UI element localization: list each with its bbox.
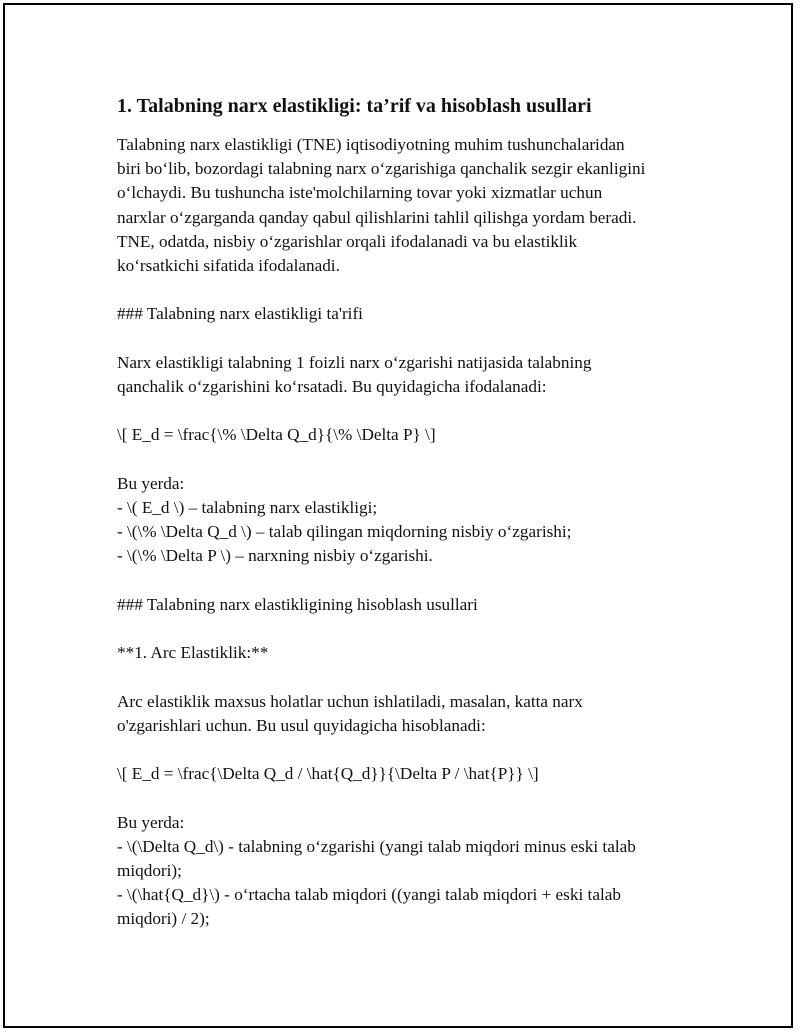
list-item: - \( E_d \) – talabning narx elastikligi; — [117, 497, 378, 517]
subheading-definition — [117, 302, 697, 326]
list-item-continuation: miqdori); — [117, 860, 182, 880]
text-line: Narx elastikligi talabning 1 foizli narx o‘zgarishi natijasida talabning — [117, 352, 592, 372]
text-line: TNE, odatda, nisbiy o‘zgarishlar orqali ifodalanadi va bu elastiklik — [117, 231, 578, 251]
subheading-arc — [117, 641, 697, 665]
text-line: narxlar o‘zgarganda qanday qabul qilishlarini tahlil qilishga yordam beradi. — [117, 207, 637, 227]
definition-paragraph — [117, 351, 697, 399]
text-line: o'zgarishlari uchun. Bu usul quyidagicha hisoblanadi: — [117, 715, 486, 735]
text-line: Talabning narx elastikligi (TNE) iqtisodiyotning muhim tushunchalaridan — [117, 135, 625, 154]
arc-paragraph — [117, 690, 697, 738]
list-item: - \(\% \Delta Q_d \) – talab qilingan miqdorning nisbiy o‘zgarishi; — [117, 522, 572, 542]
formula-line: \[ E_d = \frac{\% \Delta Q_d}{\% \Delta P} \] — [117, 425, 436, 445]
list-item: - \(\Delta Q_d\) - talabning o‘zgarishi (yangi talab miqdori minus eski talab — [117, 836, 636, 856]
intro-paragraph — [117, 133, 697, 278]
arc-legend — [117, 811, 697, 932]
text-line: ko‘rsatkichi sifatida ifodalanadi. — [117, 256, 340, 276]
document-body — [117, 93, 697, 956]
list-item-continuation: miqdori) / 2); — [117, 909, 210, 929]
text-line: **1. Arc Elastiklik:** — [117, 643, 269, 663]
list-item: - \(\hat{Q_d}\) - o‘rtacha talab miqdori ((yangi talab miqdori + eski talab — [117, 885, 621, 905]
text-line: Bu yerda: — [117, 473, 185, 493]
text-line: ### Talabning narx elastikligi ta'rifi — [117, 304, 363, 324]
section-heading: 1. Talabning narx elastikligi: ta’rif va hisoblash usullari — [117, 95, 592, 117]
text-line: o‘lchaydi. Bu tushuncha iste'molchilarning tovar yoki xizmatlar uchun — [117, 183, 603, 203]
text-line: ### Talabning narx elastikligining hisoblash usullari — [117, 594, 478, 614]
formula-arc — [117, 762, 697, 786]
formula-line: \[ E_d = \frac{\Delta Q_d / \hat{Q_d}}{\Delta P / \hat{P}} \] — [117, 764, 539, 784]
text-line: Bu yerda: — [117, 812, 185, 832]
list-item: - \(\% \Delta P \) – narxning nisbiy o‘zgarishi. — [117, 546, 433, 566]
text-line: biri bo‘lib, bozordagi talabning narx o‘zgarishiga qanchalik sezgir ekanligini — [117, 159, 646, 179]
formula-legend — [117, 472, 697, 569]
formula-elasticity — [117, 423, 697, 447]
subheading-methods — [117, 593, 697, 617]
text-line: qanchalik o‘zgarishini ko‘rsatadi. Bu quyidagicha ifodalanadi: — [117, 377, 547, 396]
text-line: Arc elastiklik maxsus holatlar uchun ishlatiladi, masalan, katta narx — [117, 691, 583, 711]
